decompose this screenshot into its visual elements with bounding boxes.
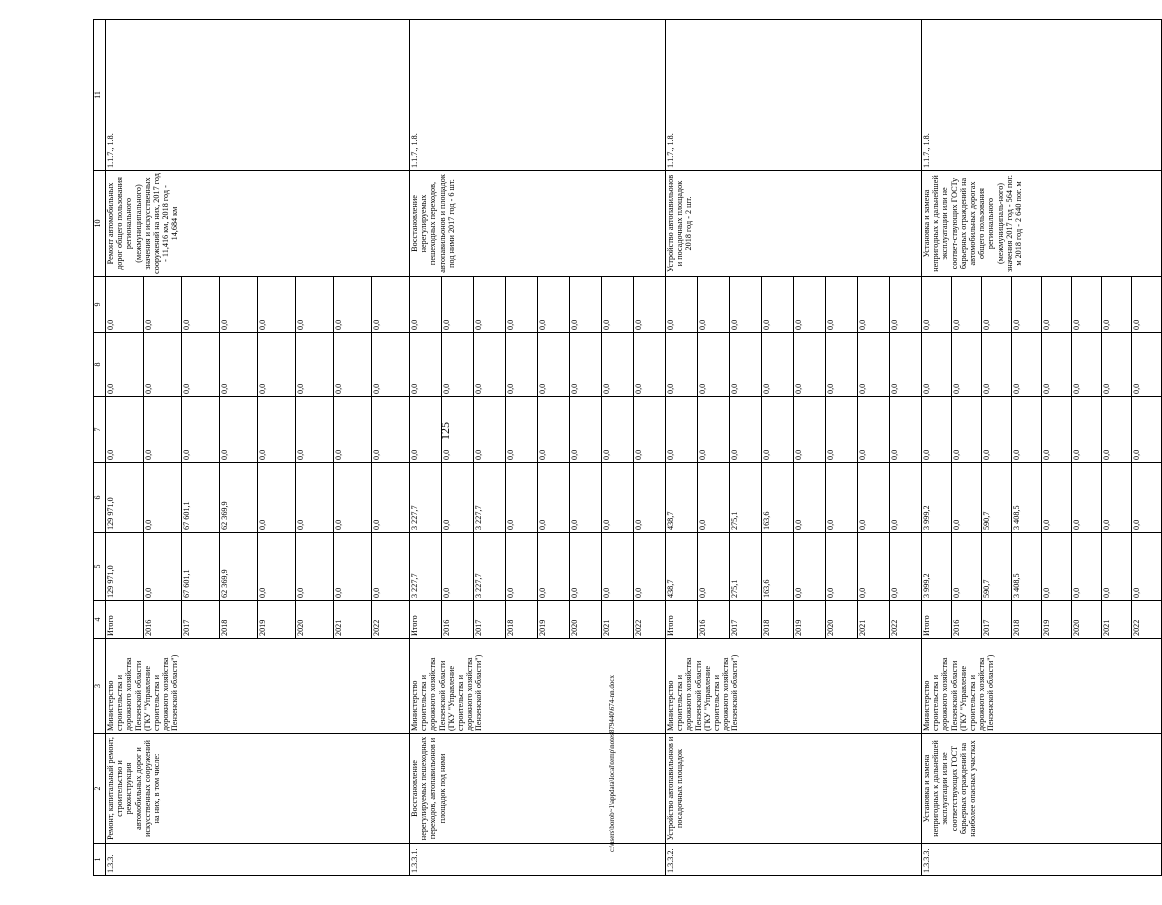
federal-cell: 0,0: [442, 397, 474, 463]
year-cell: 2020: [570, 601, 602, 639]
federal-cell: 0,0: [182, 397, 220, 463]
federal-cell: 0,0: [538, 397, 570, 463]
other-cell: 0,0: [826, 277, 858, 333]
federal-cell: 0,0: [570, 397, 602, 463]
item-executor: Министерство строительства и дорожного хозяйства Пензенской области (ГКУ "Управление строительства и дорожного хозяйства Пензенской области"): [106, 639, 410, 734]
federal-cell: 0,0: [334, 397, 372, 463]
header-cell: 11: [94, 20, 106, 171]
budget-cell: 0,0: [826, 463, 858, 533]
other-cell: 0,0: [296, 277, 334, 333]
year-cell: 2019: [258, 601, 296, 639]
other-cell: 0,0: [220, 277, 258, 333]
year-cell: 2020: [1072, 601, 1102, 639]
local-cell: 0,0: [182, 333, 220, 397]
total-cell: 0,0: [372, 533, 410, 601]
federal-cell: 0,0: [922, 397, 952, 463]
budget-cell: 0,0: [634, 463, 666, 533]
other-cell: 0,0: [570, 277, 602, 333]
local-cell: 0,0: [982, 333, 1012, 397]
other-cell: 0,0: [890, 277, 922, 333]
other-cell: 0,0: [506, 277, 538, 333]
local-cell: 0,0: [258, 333, 296, 397]
total-cell: 275,1: [730, 533, 762, 601]
other-cell: 0,0: [1072, 277, 1102, 333]
budget-cell: 0,0: [570, 463, 602, 533]
other-cell: 0,0: [410, 277, 442, 333]
header-cell: 1: [94, 844, 106, 876]
year-cell: 2018: [1012, 601, 1042, 639]
budget-cell: 0,0: [952, 463, 982, 533]
local-cell: 0,0: [570, 333, 602, 397]
budget-cell: 0,0: [442, 463, 474, 533]
federal-cell: 0,0: [602, 397, 634, 463]
federal-cell: 0,0: [258, 397, 296, 463]
item-executor: Министерство строительства и дорожного хозяйства Пензенской области (ГКУ "Управление строительства и дорожного хозяйства Пензенской области"): [922, 639, 1162, 734]
total-cell: 0,0: [506, 533, 538, 601]
total-cell: 0,0: [1042, 533, 1072, 601]
local-cell: 0,0: [890, 333, 922, 397]
other-cell: 0,0: [1042, 277, 1072, 333]
page-number: 125: [438, 422, 452, 440]
year-cell: 2016: [442, 601, 474, 639]
other-cell: 0,0: [106, 277, 144, 333]
total-cell: 0,0: [794, 533, 826, 601]
budget-cell: 275,1: [730, 463, 762, 533]
federal-cell: 0,0: [1072, 397, 1102, 463]
header-cell: 9: [94, 277, 106, 333]
local-cell: 0,0: [666, 333, 698, 397]
other-cell: 0,0: [982, 277, 1012, 333]
local-cell: 0,0: [826, 333, 858, 397]
total-cell: 3 227,7: [474, 533, 506, 601]
federal-cell: 0,0: [730, 397, 762, 463]
budget-cell: 163,6: [762, 463, 794, 533]
item-links: 1.1.7., 1.8.: [922, 20, 1162, 171]
federal-cell: 0,0: [144, 397, 182, 463]
federal-cell: 0,0: [890, 397, 922, 463]
total-cell: 0,0: [334, 533, 372, 601]
program-table: [93, 19, 1162, 876]
header-cell: 6: [94, 463, 106, 533]
budget-cell: 590,7: [982, 463, 1012, 533]
other-cell: 0,0: [762, 277, 794, 333]
local-cell: 0,0: [334, 333, 372, 397]
other-cell: 0,0: [144, 277, 182, 333]
total-cell: 0,0: [144, 533, 182, 601]
other-cell: 0,0: [474, 277, 506, 333]
local-cell: 0,0: [1102, 333, 1132, 397]
total-cell: 0,0: [1072, 533, 1102, 601]
federal-cell: 0,0: [1012, 397, 1042, 463]
federal-cell: 0,0: [1102, 397, 1132, 463]
local-cell: 0,0: [220, 333, 258, 397]
item-indicator: Восстановление нерегулируемых пешеходных переходов, автопавильонов и площадок под ними 2017 год - 6 шт.: [410, 171, 666, 277]
budget-cell: 0,0: [538, 463, 570, 533]
federal-cell: 0,0: [634, 397, 666, 463]
budget-cell: 0,0: [1132, 463, 1162, 533]
budget-cell: 0,0: [506, 463, 538, 533]
year-cell: Итого: [410, 601, 442, 639]
local-cell: 0,0: [106, 333, 144, 397]
other-cell: 0,0: [634, 277, 666, 333]
year-cell: 2017: [182, 601, 220, 639]
local-cell: 0,0: [474, 333, 506, 397]
local-cell: 0,0: [634, 333, 666, 397]
item-indicator: Устройство автопавильонов и посадочных площадок 2018 год - 2 шт.: [666, 171, 922, 277]
other-cell: 0,0: [334, 277, 372, 333]
year-cell: 2018: [506, 601, 538, 639]
total-cell: 0,0: [634, 533, 666, 601]
year-cell: 2016: [144, 601, 182, 639]
other-cell: 0,0: [372, 277, 410, 333]
other-cell: 0,0: [1102, 277, 1132, 333]
federal-cell: 0,0: [762, 397, 794, 463]
local-cell: 0,0: [144, 333, 182, 397]
year-cell: 2016: [952, 601, 982, 639]
budget-cell: 0,0: [602, 463, 634, 533]
other-cell: 0,0: [602, 277, 634, 333]
budget-cell: 0,0: [698, 463, 730, 533]
budget-cell: 3 227,7: [474, 463, 506, 533]
local-cell: 0,0: [1012, 333, 1042, 397]
total-cell: 0,0: [602, 533, 634, 601]
federal-cell: 0,0: [1132, 397, 1162, 463]
year-cell: 2021: [1102, 601, 1132, 639]
table-row: [922, 20, 952, 876]
budget-cell: 3 227,7: [410, 463, 442, 533]
other-cell: 0,0: [858, 277, 890, 333]
item-name: Установка и замена непригодных к дальнейшей эксплуатации или не соответствующих ГОСТ барьерных ограждений на наиболее опасных участках: [922, 734, 1162, 844]
other-cell: 0,0: [1012, 277, 1042, 333]
total-cell: 3 408,5: [1012, 533, 1042, 601]
budget-cell: 0,0: [1042, 463, 1072, 533]
year-cell: 2017: [982, 601, 1012, 639]
federal-cell: 0,0: [982, 397, 1012, 463]
table-row: [666, 20, 698, 876]
year-cell: 2019: [538, 601, 570, 639]
total-cell: 0,0: [538, 533, 570, 601]
other-cell: 0,0: [730, 277, 762, 333]
item-number: 1.3.3.3.: [922, 844, 1162, 876]
year-cell: 2022: [634, 601, 666, 639]
item-indicator: Ремонт автомобильных дорог общего пользования регионального (межмуниципального) значения и искусственных сооружений на них, 2017 год - 11,416 км, 2018 год - 14,684 км: [106, 171, 410, 277]
federal-cell: 0,0: [698, 397, 730, 463]
federal-cell: 0,0: [952, 397, 982, 463]
year-cell: 2020: [296, 601, 334, 639]
local-cell: 0,0: [372, 333, 410, 397]
item-links: 1.1.7., 1.8.: [106, 20, 410, 171]
total-cell: 0,0: [258, 533, 296, 601]
item-number: 1.3.3.2.: [666, 844, 922, 876]
federal-cell: 0,0: [220, 397, 258, 463]
year-cell: 2019: [1042, 601, 1072, 639]
budget-cell: 3 999,2: [922, 463, 952, 533]
local-cell: 0,0: [1072, 333, 1102, 397]
year-cell: 2019: [794, 601, 826, 639]
total-cell: 0,0: [952, 533, 982, 601]
federal-cell: 0,0: [858, 397, 890, 463]
local-cell: 0,0: [922, 333, 952, 397]
table-row: [410, 20, 442, 876]
header-cell: 3: [94, 639, 106, 734]
item-number: 1.3.3.1.: [410, 844, 666, 876]
year-cell: 2022: [1132, 601, 1162, 639]
federal-cell: 0,0: [372, 397, 410, 463]
federal-cell: 0,0: [106, 397, 144, 463]
other-cell: 0,0: [698, 277, 730, 333]
federal-cell: 0,0: [1042, 397, 1072, 463]
year-cell: 2018: [762, 601, 794, 639]
total-cell: 3 227,7: [410, 533, 442, 601]
local-cell: 0,0: [1132, 333, 1162, 397]
total-cell: 129 971,0: [106, 533, 144, 601]
local-cell: 0,0: [762, 333, 794, 397]
budget-cell: 0,0: [144, 463, 182, 533]
other-cell: 0,0: [794, 277, 826, 333]
footer-file-path: c:\users\borob~1\appdata\local\temp\notes879440\674-nn.docx: [608, 675, 616, 852]
header-cell: 2: [94, 734, 106, 844]
other-cell: 0,0: [442, 277, 474, 333]
budget-cell: 0,0: [858, 463, 890, 533]
budget-cell: 0,0: [258, 463, 296, 533]
total-cell: 438,7: [666, 533, 698, 601]
year-cell: 2022: [372, 601, 410, 639]
item-name: Ремонт, капитальный ремонт, строительство и реконструкция автомобильных дорог и искусственных сооружений на них, в том числе:: [106, 734, 410, 844]
item-executor: Министерство строительства и дорожного хозяйства Пензенской области (ГКУ "Управление строительства и дорожного хозяйства Пензенской области"): [666, 639, 922, 734]
item-indicator: Установка и замена непригодных к дальнейшей эксплуатации или не соответ-ствующих ГОСТу барьерных ограждений на автомобильных дорогах общего пользования регионального (межмуниципаль-ного) значения 2017 год - 564 пог. м 2018 год - 2 640 пог. м: [922, 171, 1162, 277]
local-cell: 0,0: [698, 333, 730, 397]
year-cell: Итого: [922, 601, 952, 639]
budget-cell: 0,0: [334, 463, 372, 533]
other-cell: 0,0: [666, 277, 698, 333]
year-cell: 2020: [826, 601, 858, 639]
year-cell: 2016: [698, 601, 730, 639]
other-cell: 0,0: [182, 277, 220, 333]
local-cell: 0,0: [506, 333, 538, 397]
header-cell: 8: [94, 333, 106, 397]
year-cell: 2021: [602, 601, 634, 639]
total-cell: 0,0: [890, 533, 922, 601]
local-cell: 0,0: [602, 333, 634, 397]
budget-cell: 67 601,1: [182, 463, 220, 533]
federal-cell: 0,0: [410, 397, 442, 463]
budget-cell: 0,0: [296, 463, 334, 533]
year-cell: Итого: [666, 601, 698, 639]
year-cell: 2022: [890, 601, 922, 639]
total-cell: 0,0: [1102, 533, 1132, 601]
item-links: 1.1.7., 1.8.: [666, 20, 922, 171]
budget-cell: 438,7: [666, 463, 698, 533]
year-cell: Итого: [106, 601, 144, 639]
federal-cell: 0,0: [506, 397, 538, 463]
federal-cell: 0,0: [666, 397, 698, 463]
header-cell: 4: [94, 601, 106, 639]
item-number: 1.3.3.: [106, 844, 410, 876]
local-cell: 0,0: [794, 333, 826, 397]
budget-cell: 0,0: [1102, 463, 1132, 533]
item-executor: Министерство строительства и дорожного хозяйства Пензенской области (ГКУ "Управление строительства и дорожного хозяйства Пензенской области"): [410, 639, 666, 734]
header-cell: 7: [94, 397, 106, 463]
total-cell: 3 999,2: [922, 533, 952, 601]
budget-cell: 3 408,5: [1012, 463, 1042, 533]
local-cell: 0,0: [442, 333, 474, 397]
federal-cell: 0,0: [794, 397, 826, 463]
year-cell: 2017: [730, 601, 762, 639]
local-cell: 0,0: [730, 333, 762, 397]
total-cell: 62 369,9: [220, 533, 258, 601]
budget-cell: 0,0: [372, 463, 410, 533]
budget-cell: 0,0: [1072, 463, 1102, 533]
item-name: Восстановление нерегулируемых пешеходных переходов, автопавильонов и площадок под ними: [410, 734, 666, 844]
local-cell: 0,0: [858, 333, 890, 397]
local-cell: 0,0: [296, 333, 334, 397]
budget-cell: 129 971,0: [106, 463, 144, 533]
header-cell: 5: [94, 533, 106, 601]
total-cell: 0,0: [858, 533, 890, 601]
total-cell: 0,0: [570, 533, 602, 601]
other-cell: 0,0: [258, 277, 296, 333]
header-row: [94, 20, 106, 876]
total-cell: 0,0: [442, 533, 474, 601]
local-cell: 0,0: [538, 333, 570, 397]
total-cell: 590,7: [982, 533, 1012, 601]
total-cell: 0,0: [698, 533, 730, 601]
item-links: 1.1.7., 1.8.: [410, 20, 666, 171]
federal-cell: 0,0: [296, 397, 334, 463]
year-cell: 2021: [334, 601, 372, 639]
federal-cell: 0,0: [474, 397, 506, 463]
total-cell: 163,6: [762, 533, 794, 601]
total-cell: 0,0: [1132, 533, 1162, 601]
other-cell: 0,0: [1132, 277, 1162, 333]
total-cell: 0,0: [296, 533, 334, 601]
year-cell: 2021: [858, 601, 890, 639]
item-name: Устройство автопавильонов и посадочных площадок: [666, 734, 922, 844]
local-cell: 0,0: [1042, 333, 1072, 397]
budget-cell: 62 369,9: [220, 463, 258, 533]
other-cell: 0,0: [952, 277, 982, 333]
other-cell: 0,0: [922, 277, 952, 333]
local-cell: 0,0: [410, 333, 442, 397]
table-row: [106, 20, 144, 876]
year-cell: 2017: [474, 601, 506, 639]
header-cell: 10: [94, 171, 106, 277]
budget-cell: 0,0: [794, 463, 826, 533]
other-cell: 0,0: [538, 277, 570, 333]
total-cell: 0,0: [826, 533, 858, 601]
local-cell: 0,0: [952, 333, 982, 397]
federal-cell: 0,0: [826, 397, 858, 463]
budget-cell: 0,0: [890, 463, 922, 533]
year-cell: 2018: [220, 601, 258, 639]
total-cell: 67 601,1: [182, 533, 220, 601]
